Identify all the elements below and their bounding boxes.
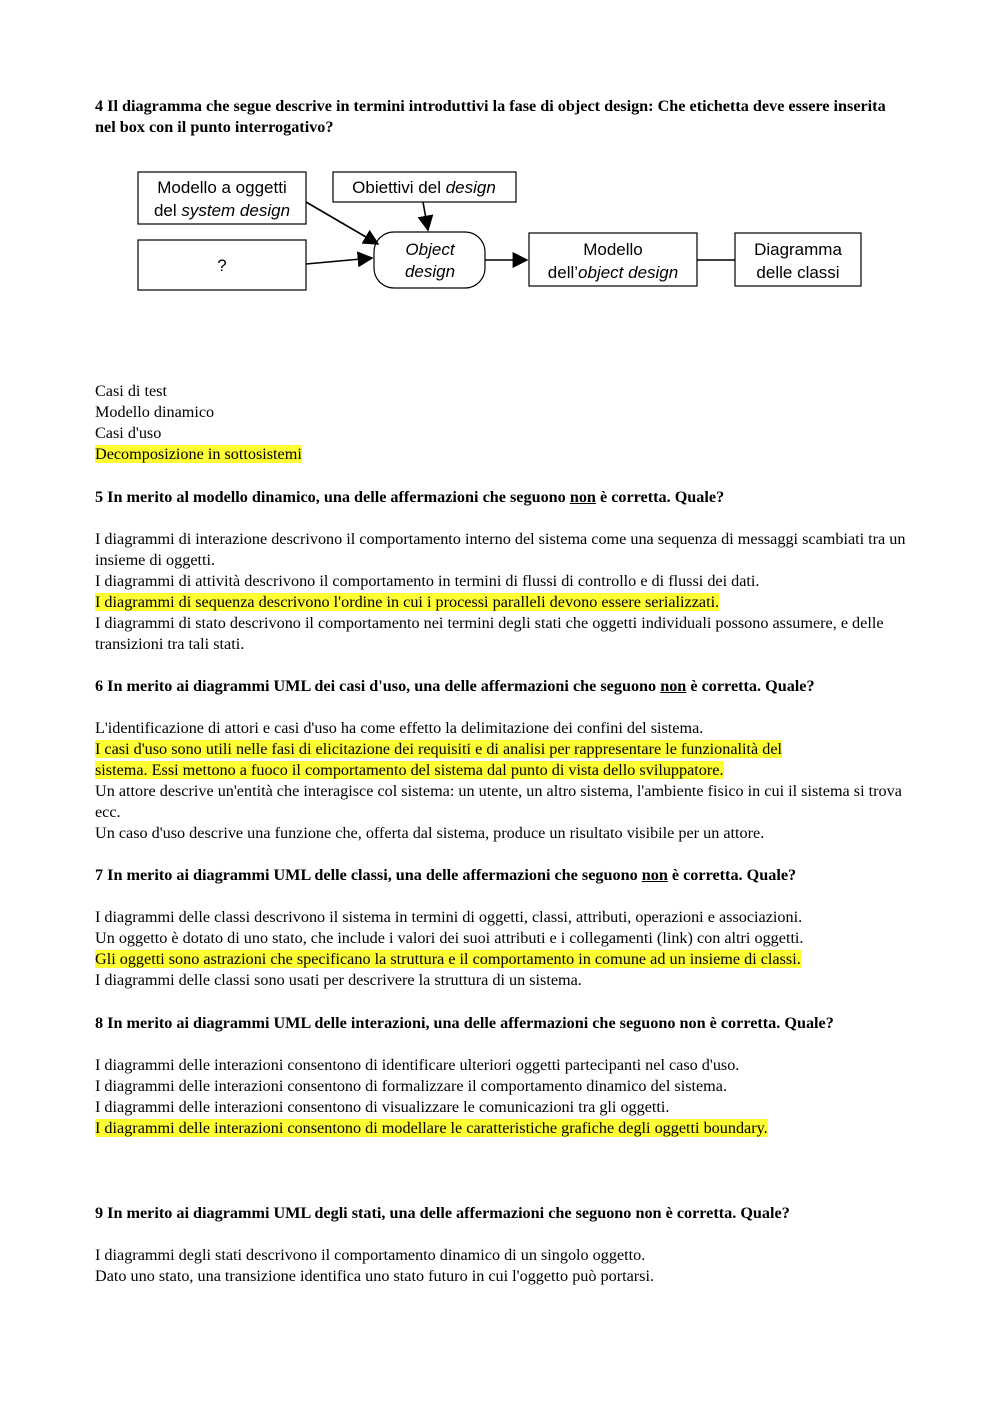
out2-line1: Diagramma [754, 240, 842, 259]
out2-line2: delle classi [756, 263, 840, 282]
question-6-title: 6 In merito ai diagrammi UML dei casi d'uso, una delle affermazioni che seguono non è corretta. Quale? [95, 677, 815, 695]
answer-7c-highlighted: Gli oggetti sono astrazioni che specificano la struttura e il comportamento in comune ad un insieme di classi. [95, 950, 801, 968]
answer-6c: Un attore descrive un'entità che interagisce col sistema: un utente, un altro sistema, l'ambiente fisico in cui il sistema si trova ecc. [95, 782, 902, 821]
answer-9b: Dato uno stato, una transizione identifica uno stato futuro in cui l'oggetto può portarsi. [95, 1267, 655, 1285]
box1-line2: del system design [153, 201, 291, 220]
answer-8d-highlighted: I diagrammi delle interazioni consentono di modellare le caratteristiche grafiche degli oggetti boundary. [95, 1119, 768, 1137]
answer-8b: I diagrammi delle interazioni consentono di formalizzare il comportamento dinamico del sistema. [95, 1077, 728, 1095]
question-5-answers [95, 529, 910, 655]
answer-6a: L'identificazione di attori e casi d'uso ha come effetto la delimitazione dei confini del sistema. [95, 719, 704, 737]
arrow-box2-to-center [423, 202, 428, 230]
answer-7b: Un oggetto è dotato di uno stato, che include i valori dei suoi attributi e i collegamenti (link) con altri oggetti. [95, 929, 804, 947]
answer-4a: Casi di test [95, 382, 167, 400]
answer-4c: Casi d'uso [95, 424, 162, 442]
question-8-answers [95, 1055, 910, 1139]
out1-line2: dell’object design [547, 263, 679, 282]
arrow-box3-to-center [306, 258, 372, 264]
question-7-answers [95, 907, 910, 991]
out1-line1: Modello [583, 240, 643, 259]
diagram-svg [95, 171, 910, 306]
object-design-diagram [95, 171, 910, 381]
answer-6d: Un caso d'uso descrive una funzione che, offerta dal sistema, produce un risultato visibile per un attore. [95, 824, 765, 842]
box2-label: Obiettivi del design [352, 178, 496, 197]
answer-8c: I diagrammi delle interazioni consentono di visualizzare le comunicazioni tra gli oggetti. [95, 1098, 670, 1116]
answer-8a: I diagrammi delle interazioni consentono di identificare ulteriori oggetti partecipanti nel caso d'uso. [95, 1056, 740, 1074]
question-7-title: 7 In merito ai diagrammi UML delle classi, una delle affermazioni che seguono non è corretta. Quale? [95, 866, 797, 884]
answer-5b: I diagrammi di attività descrivono il comportamento in termini di flussi di controllo e di flussi dei dati. [95, 572, 760, 590]
question-8-title: 8 In merito ai diagrammi UML delle interazioni, una delle affermazioni che seguono non è corretta. Quale? [95, 1014, 834, 1032]
center-line2: design [404, 262, 456, 281]
question-5-title: 5 In merito al modello dinamico, una delle affermazioni che seguono non è corretta. Quale? [95, 488, 725, 506]
question-9-title: 9 In merito ai diagrammi UML degli stati, una delle affermazioni che seguono non è corretta. Quale? [95, 1204, 790, 1222]
question-9-answers [95, 1245, 910, 1287]
answer-4d-highlighted: Decomposizione in sottosistemi [95, 445, 302, 463]
answer-7d: I diagrammi delle classi sono usati per descrivere la struttura di un sistema. [95, 971, 582, 989]
question-4-answers [95, 381, 910, 465]
answer-5c-highlighted: I diagrammi di sequenza descrivono l'ordine in cui i processi paralleli devono essere serializzati. [95, 593, 720, 611]
answer-7a: I diagrammi delle classi descrivono il sistema in termini di oggetti, classi, attributi, operazioni e associazioni. [95, 908, 803, 926]
box3-label: ? [217, 256, 227, 275]
box1-line1: Modello a oggetti [157, 178, 287, 197]
answer-6b-highlighted-line1: I casi d'uso sono utili nelle fasi di elicitazione dei requisiti e di analisi per rappresentare le funzionalità del [95, 740, 783, 758]
arrow-box1-to-center [306, 202, 378, 244]
document-page [95, 96, 910, 1287]
question-6-answers [95, 718, 910, 844]
answer-9a: I diagrammi degli stati descrivono il comportamento dinamico di un singolo oggetto. [95, 1246, 646, 1264]
answer-4b: Modello dinamico [95, 403, 215, 421]
answer-5d: I diagrammi di stato descrivono il comportamento nei termini degli stati che oggetti individuali possono assumere, e delle transizioni tra tali stati. [95, 614, 884, 653]
question-4-title: 4 Il diagramma che segue descrive in termini introduttivi la fase di object design: Che etichetta deve essere inserita nel box con il punto interrogativo? [95, 97, 886, 136]
answer-5a: I diagrammi di interazione descrivono il comportamento interno del sistema come una sequenza di messaggi scambiati tra un insieme di oggetti. [95, 530, 906, 569]
answer-6b-highlighted-line2: sistema. Essi mettono a fuoco il comportamento del sistema dal punto di vista dello sviluppatore. [95, 761, 724, 779]
center-line1: Object [405, 240, 455, 259]
